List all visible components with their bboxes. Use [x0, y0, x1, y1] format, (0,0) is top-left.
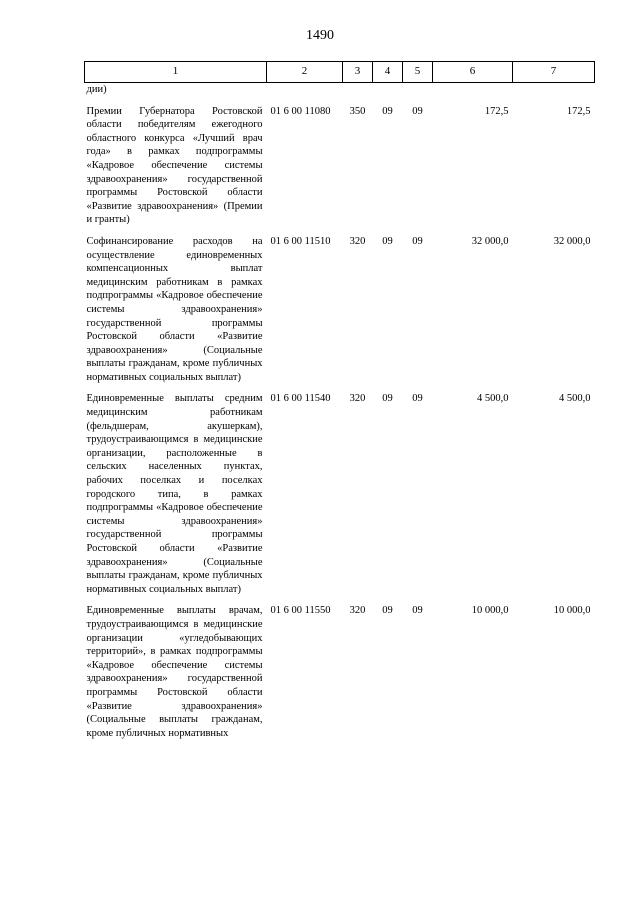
row-sum-2: 32 000,0	[553, 235, 591, 247]
row-sum-2: 10 000,0	[553, 605, 591, 617]
row-code: 01 6 00 11550	[270, 605, 331, 617]
header-col-7: 7	[513, 62, 595, 83]
row-sum-1: 32 000,0	[471, 235, 509, 247]
table-row	[85, 231, 595, 389]
header-col-1: 1	[85, 62, 267, 83]
row-description: Единовременные выплаты средним медицинским работникам (фельдшерам, акушеркам), трудоустраивающимся в медицинские организации, расположенные в сельских населенных пунктах, рабочих поселках и поселках городского типа, в рамках подпрограммы «Кадровое обеспечение системы здравоохранения» государственной программы Ростовской области «Развитие здравоохранения» (Социальные выплаты гражданам, кроме публичных нормативных социальных выплат)	[86, 393, 263, 595]
row-sum-2: 172,5	[566, 105, 591, 117]
row-rz: 09	[382, 605, 393, 617]
row-code: 01 6 00 11080	[270, 105, 331, 117]
row-vr: 320	[349, 393, 366, 405]
row-vr: 350	[349, 105, 366, 117]
row-vr: 320	[349, 605, 366, 617]
row-code: 01 6 00 11540	[270, 393, 331, 405]
header-col-6: 6	[433, 62, 513, 83]
row-sum-1: 4 500,0	[477, 393, 509, 405]
row-pr: 09	[412, 393, 423, 405]
table-header	[85, 62, 595, 83]
header-row	[85, 62, 595, 83]
continuation-text: дии)	[86, 84, 107, 95]
row-pr: 09	[412, 235, 423, 247]
row-sum-2: 4 500,0	[559, 393, 591, 405]
row-rz: 09	[382, 235, 393, 247]
row-code: 01 6 00 11510	[270, 235, 331, 247]
row-pr: 09	[412, 605, 423, 617]
header-col-4: 4	[373, 62, 403, 83]
row-description: Единовременные выплаты врачам, трудоустраивающимся в медицинские организации «угледобывающих территорий», в рамках подпрограммы «Кадровое обеспечение системы здравоохранения» государственной программы Ростовской области «Развитие здравоохранения» (Социальные выплаты гражданам, кроме публичных нормативных	[86, 605, 263, 739]
budget-table	[84, 61, 595, 744]
table-body	[85, 83, 595, 745]
continuation-row	[85, 83, 595, 101]
table-row	[85, 101, 595, 231]
table-row	[85, 600, 595, 744]
row-pr: 09	[412, 105, 423, 117]
row-vr: 320	[349, 235, 366, 247]
table-row	[85, 388, 595, 600]
row-sum-1: 172,5	[484, 105, 509, 117]
row-description: Софинансирование расходов на осуществление единовременных компенсационных выплат медицинским работникам в рамках подпрограммы «Кадровое обеспечение системы здравоохранения» государственной программы Ростовской области «Развитие здравоохранения» (Социальные выплаты гражданам, кроме публичных нормативных социальных выплат)	[86, 235, 263, 383]
page-number: 1490	[306, 28, 334, 43]
row-rz: 09	[382, 393, 393, 405]
header-col-3: 3	[343, 62, 373, 83]
row-sum-1: 10 000,0	[471, 605, 509, 617]
header-col-5: 5	[403, 62, 433, 83]
row-description: Премии Губернатора Ростовской области победителям ежегодного областного конкурса «Лучший врач года» в рамках подпрограммы «Кадровое обеспечение системы здравоохранения» государственной программы Ростовской области «Развитие здравоохранения» (Премии и гранты)	[86, 105, 263, 226]
header-col-2: 2	[267, 62, 343, 83]
row-rz: 09	[382, 105, 393, 117]
